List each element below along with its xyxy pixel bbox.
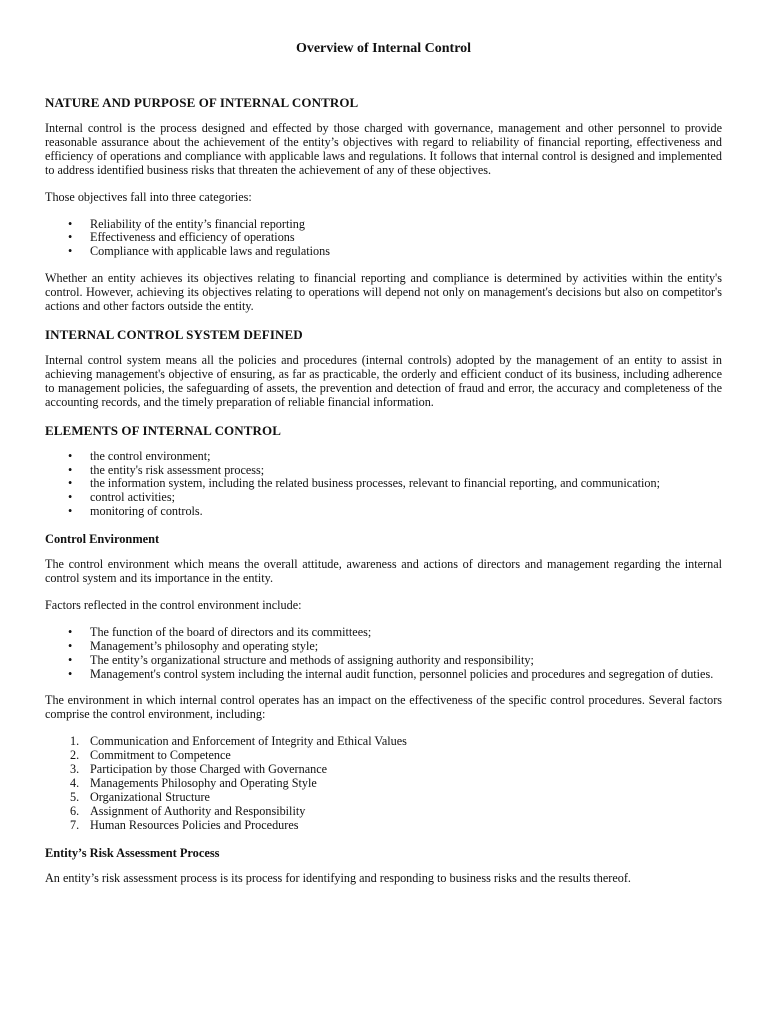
list-item-text: The function of the board of directors and its committees; [90,624,372,639]
list-item-text: Management’s philosophy and operating style; [90,638,319,653]
bullet-icon: • [68,504,73,519]
subheading-risk-assessment: Entity’s Risk Assessment Process [45,845,220,860]
list-item [45,477,722,491]
numbered-item-text: Organizational Structure [90,789,210,804]
bullet-icon: • [68,230,73,245]
bullet-icon: • [68,448,73,463]
list-item [45,218,722,232]
list-item [45,640,722,654]
elements-list [45,450,722,520]
numbered-item: 1. Communication and Enforcement of Integrity and Ethical Values [70,734,407,749]
numbered-item: 2. Commitment to Competence [70,748,231,763]
list-item-text: The entity’s organizational structure and methods of assigning authority and responsibility; [90,652,534,667]
paragraph: The control environment which means the overall attitude, awareness and actions of directors and management regarding the internal control system and its importance in the entity. [45,557,722,586]
numbered-item: 7. Human Resources Policies and Procedures [70,817,299,832]
list-item-text: Management's control system including the internal audit function, personnel policies and procedures and segregation of duties. [90,666,714,681]
list-item-text: Effectiveness and efficiency of operations [90,230,295,245]
paragraph: An entity’s risk assessment process is its process for identifying and responding to business risks and the results thereof. [45,870,631,885]
list-item [45,450,722,464]
numbered-item-text: Managements Philosophy and Operating Style [90,776,317,790]
bullet-icon: • [68,638,73,653]
paragraph: Internal control system means all the policies and procedures (internal controls) adopted by the management of an entity to assist in achieving management's objective of ensuring, as far as practicable, the orderly and efficient conduct of its business, including adherence to management policies, the safeguarding of assets, the prevention and detection of fraud and error, the accuracy and completeness of the accounting records, and the timely preparation of reliable financial information. [45,352,722,409]
page-title: Overview of Internal Control [295,41,472,56]
numbered-item-text: Participation by those Charged with Governance [90,762,328,777]
numbered-item-text: Human Resources Policies and Procedures [90,817,299,832]
section-heading-system: INTERNAL CONTROL SYSTEM DEFINED [45,326,303,342]
list-item-text: control activities; [90,490,175,505]
list-item-text: monitoring of controls. [90,504,203,519]
list-item [45,464,722,478]
paragraph: Internal control is the process designed and effected by those charged with governance, management and other personnel to provide reasonable assurance about the achievement of the entity’s objectives with regard to reliability of financial reporting, effectiveness and efficiency of operations and compliance with applicable laws and regulations. It follows that internal control is designed and implemented to address identified business risks that threaten the achievement of any of these objectives. [45,121,722,177]
numbered-item: 4. Managements Philosophy and Operating Style [70,776,317,790]
bullet-icon: • [68,652,73,667]
list-item [45,245,722,259]
list-item-text: Compliance with applicable laws and regulations [90,244,330,259]
list-item-text: the information system, including the related business processes, relevant to financial reporting, and communication; [90,476,660,491]
environment-factors-numbered-list [45,735,722,832]
numbered-item: 3. Participation by those Charged with Governance [70,762,328,777]
bullet-icon: • [68,476,73,491]
paragraph: Whether an entity achieves its objectives relating to financial reporting and compliance is determined by activities within the entity's control. However, achieving its objectives relating to operations will depend not only on management's decisions but also on competitor's actions and other factors outside the entity. [45,271,722,314]
section-heading-nature: NATURE AND PURPOSE OF INTERNAL CONTROL [45,95,359,110]
bullet-icon: • [68,244,73,259]
bullet-icon: • [68,216,73,231]
list-item [45,491,722,505]
section-heading-elements: ELEMENTS OF INTERNAL CONTROL [45,422,281,438]
objectives-list [45,218,722,260]
list-item-text: Reliability of the entity’s financial reporting [90,216,305,231]
paragraph: Those objectives fall into three categories: [45,189,252,204]
list-item [45,505,722,519]
subheading-control-environment: Control Environment [45,532,160,547]
bullet-icon: • [68,624,73,639]
list-item-text: the entity's risk assessment process; [90,462,265,477]
numbered-item: 6. Assignment of Authority and Responsibility [70,803,306,818]
list-item-text: the control environment; [90,448,211,463]
bullet-icon: • [68,490,73,505]
list-item [45,654,722,668]
numbered-item-text: Commitment to Competence [90,748,231,763]
paragraph: The environment in which internal control operates has an impact on the effectiveness of the specific control procedures. Several factors comprise the control environment, including: [45,693,722,722]
bullet-icon: • [68,666,73,681]
numbered-item-text: Assignment of Authority and Responsibility [90,803,306,818]
list-item [45,231,722,245]
factors-list [45,626,722,682]
numbered-item: 5. Organizational Structure [70,789,210,804]
list-item [45,668,722,682]
bullet-icon: • [68,462,73,477]
numbered-item-text: Communication and Enforcement of Integrity and Ethical Values [90,734,407,749]
list-item [45,626,722,640]
paragraph: Factors reflected in the control environment include: [45,597,302,612]
